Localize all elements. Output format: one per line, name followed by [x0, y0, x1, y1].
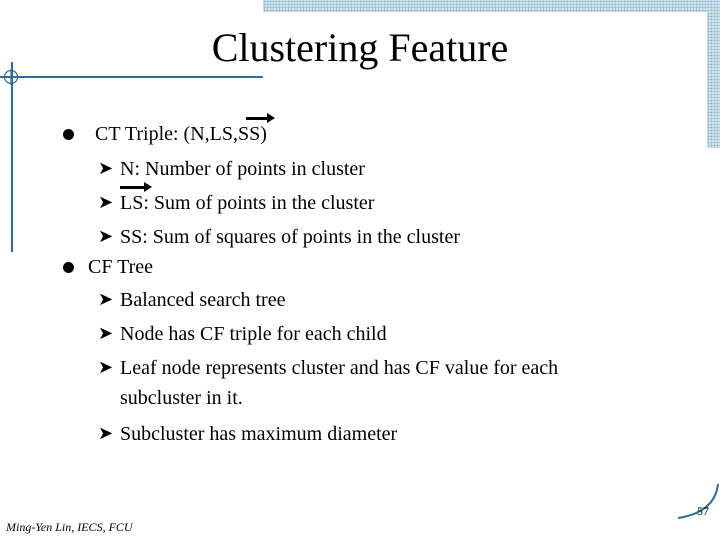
- bullet-dot-icon: [63, 262, 74, 273]
- footer-author: Ming-Yen Lin, IECS, FCU: [6, 520, 133, 534]
- subitem-leaf-continued: subcluster in it.: [120, 387, 243, 409]
- ls-vector-overline: [120, 186, 146, 189]
- bullet-cf-tree: CF Tree: [88, 256, 154, 278]
- subitem-balanced: Balanced search tree: [120, 289, 286, 311]
- page-number: 57: [697, 504, 709, 518]
- slide-title: Clustering Feature: [211, 25, 509, 70]
- title-rule-vertical: [11, 62, 13, 252]
- subbullet-arrow-icon: ➤: [98, 289, 114, 310]
- bullet-dot-icon: [63, 129, 74, 140]
- title-rule-horizontal: [0, 76, 263, 78]
- subbullet-arrow-icon: ➤: [98, 192, 114, 213]
- subitem-leaf: Leaf node represents cluster and has CF value for each: [120, 357, 559, 379]
- bullet-ct-triple: CT Triple: (N,LS,SS): [95, 123, 267, 145]
- subbullet-arrow-icon: ➤: [98, 158, 114, 179]
- subitem-n: N: Number of points in cluster: [120, 158, 365, 180]
- subbullet-arrow-icon: ➤: [98, 323, 114, 344]
- subbullet-arrow-icon: ➤: [98, 423, 114, 444]
- subitem-ls: LS: Sum of points in the cluster: [120, 192, 375, 214]
- ls-vector-overline: [246, 117, 269, 120]
- subitem-ss: SS: Sum of squares of points in the cluster: [120, 226, 460, 248]
- subitem-subcluster: Subcluster has maximum diameter: [120, 423, 398, 445]
- subitem-node: Node has CF triple for each child: [120, 323, 387, 345]
- subbullet-arrow-icon: ➤: [98, 357, 114, 378]
- subbullet-arrow-icon: ➤: [98, 226, 114, 247]
